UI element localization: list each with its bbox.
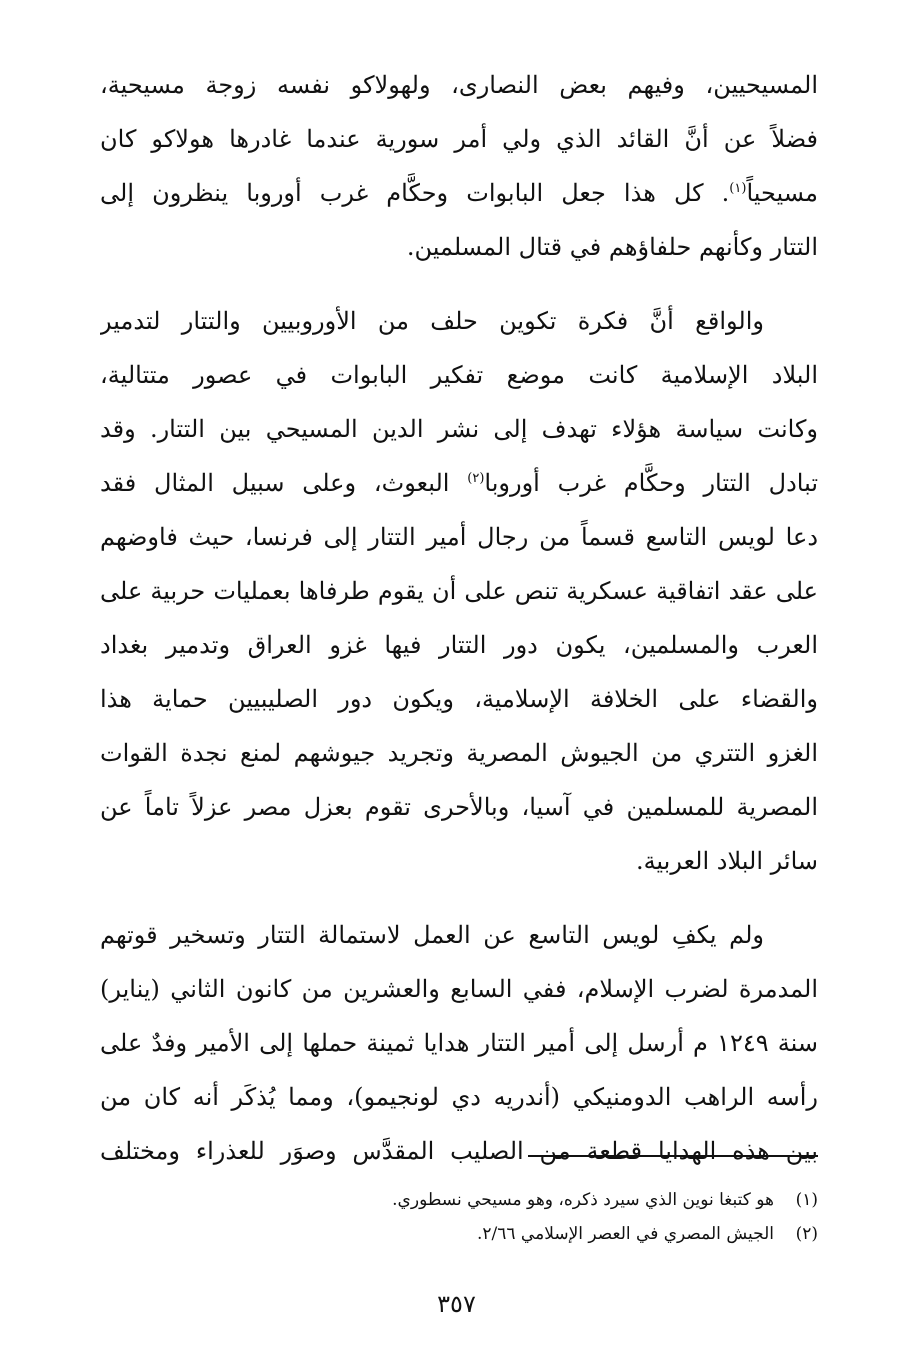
paragraph-2 — [100, 294, 818, 888]
text-line: ولم يكفِ لويس التاسع عن العمل لاستمالة التتار وتسخير قوتهم — [100, 921, 764, 949]
footnote-number: (٢) — [795, 1224, 818, 1244]
text-line: والقضاء على الخلافة الإسلامية، ويكون دور الصليبيين حماية هذا — [100, 685, 818, 713]
text-line: وكانت سياسة هؤلاء تهدف إلى نشر الدين المسيحي بين التتار. وقد — [100, 415, 818, 443]
text-line: رأسه الراهب الدومنيكي (أندريه دي لونجيمو)، ومما يُذكَر أنه كان من — [100, 1083, 818, 1111]
paragraph-3 — [100, 908, 818, 1178]
footnote-2 — [100, 1217, 818, 1251]
text-line: العرب والمسلمين، يكون دور التتار فيها غزو العراق وتدمير بغداد — [100, 631, 818, 659]
footnote-1 — [100, 1183, 818, 1217]
text-fragment: . كل هذا جعل البابوات وحكَّام غرب أوروبا ينظرون إلى — [100, 179, 730, 207]
footnote-number: (١) — [795, 1190, 818, 1210]
footnote-divider — [528, 1155, 818, 1157]
paragraph-1 — [100, 58, 818, 274]
text-line: المدمرة لضرب الإسلام، ففي السابع والعشرين من كانون الثاني (يناير) — [100, 975, 818, 1003]
text-line: التتار وكأنهم حلفاؤهم في قتال المسلمين. — [406, 233, 818, 261]
footnote-ref-1[interactable]: (١) — [729, 181, 747, 196]
text-fragment: تبادل التتار وحكَّام غرب أوروبا — [484, 469, 818, 497]
text-line: والواقع أنَّ فكرة تكوين حلف من الأوروبيين والتتار لتدمير — [100, 307, 764, 335]
text-line: فضلاً عن أنَّ القائد الذي ولي أمر سورية عندما غادرها هولاكو كان — [100, 125, 818, 153]
text-line — [100, 166, 818, 220]
text-line: الغزو التتري من الجيوش المصرية وتجريد جيوشهم لمنع نجدة القوات — [100, 739, 818, 767]
text-line — [100, 456, 818, 510]
page-body — [100, 58, 818, 1178]
footnote-text: الجيش المصري في العصر الإسلامي ٢/٦٦. — [477, 1224, 774, 1244]
text-line: سائر البلاد العربية. — [635, 847, 818, 875]
text-line: المسيحيين، وفيهم بعض النصارى، ولهولاكو نفسه زوجة مسيحية، — [100, 71, 818, 99]
page-number: ٣٥٧ — [437, 1290, 476, 1318]
text-fragment: البعوث، وعلى سبيل المثال فقد — [100, 469, 468, 497]
text-line: المصرية للمسلمين في آسيا، وبالأحرى تقوم بعزل مصر عزلاً تاماً عن — [100, 793, 818, 821]
text-line: على عقد اتفاقية عسكرية تنص على أن يقوم طرفاها بعمليات حربية على — [100, 577, 818, 605]
footnote-text: هو كتبغا نوين الذي سيرد ذكره، وهو مسيحي نسطوري. — [392, 1190, 774, 1210]
text-line: سنة ١٢٤٩ م أرسل إلى أمير التتار هدايا ثمينة حملها إلى الأمير وفدٌ على — [100, 1029, 818, 1057]
footnote-ref-2[interactable]: (٢) — [467, 471, 485, 486]
text-line: دعا لويس التاسع قسماً من رجال أمير التتار إلى فرنسا، حيث فاوضهم — [100, 523, 818, 551]
text-fragment: مسيحياً — [746, 179, 818, 207]
text-line: البلاد الإسلامية كانت موضع تفكير البابوات في عصور متتالية، — [100, 361, 818, 389]
footnotes — [100, 1183, 818, 1251]
text-line: بين هذه الهدايا قطعة من الصليب المقدَّس وصوَر للعذراء ومختلف — [100, 1137, 818, 1165]
